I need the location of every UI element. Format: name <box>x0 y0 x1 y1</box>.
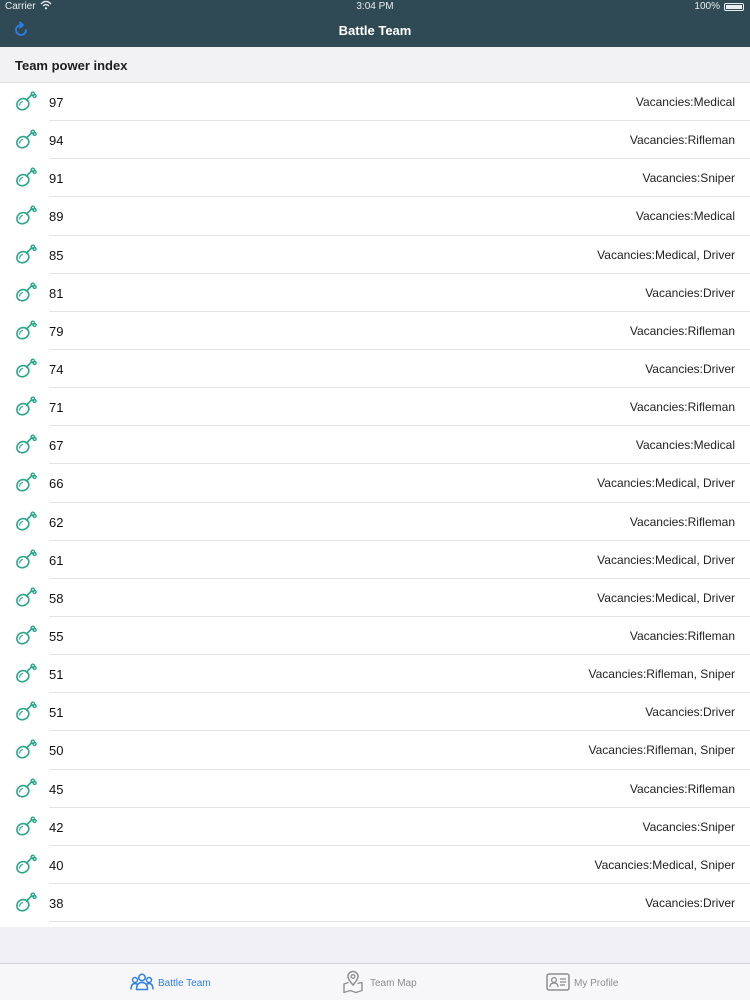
team-power-value: 79 <box>49 323 64 339</box>
team-power-value: 97 <box>49 95 64 110</box>
section-header-label: Team power index <box>15 58 128 73</box>
drumstick-icon <box>14 854 38 876</box>
drumstick-icon <box>14 282 38 304</box>
team-row[interactable] <box>0 121 750 159</box>
team-power-value: 71 <box>49 400 64 416</box>
team-row[interactable] <box>0 274 750 312</box>
map-pin-icon <box>342 970 364 994</box>
page-title: Battle Team <box>338 23 412 38</box>
team-power-value: 85 <box>49 247 64 263</box>
team-vacancy-label: Vacancies:Rifleman, Sniper <box>588 743 735 758</box>
team-vacancy-label: Vacancies:Medical <box>635 95 735 109</box>
navigation-bar <box>0 14 750 47</box>
carrier-label: Carrier <box>5 1 36 12</box>
team-vacancy-label: Vacancies:Medical, Driver <box>597 552 735 567</box>
team-row[interactable] <box>0 541 750 579</box>
team-power-value: 51 <box>49 705 64 721</box>
team-vacancy-label: Vacancies:Rifleman <box>629 628 735 643</box>
team-row[interactable] <box>0 426 750 464</box>
team-power-value: 81 <box>49 285 64 301</box>
drumstick-icon <box>14 625 38 647</box>
team-vacancy-label: Vacancies:Medical <box>635 209 735 224</box>
drumstick-icon <box>14 663 38 685</box>
drumstick-icon <box>14 892 38 914</box>
team-row[interactable] <box>0 655 750 693</box>
team-power-value: 50 <box>49 743 64 759</box>
team-vacancy-label: Vacancies:Sniper <box>642 171 735 186</box>
team-vacancy-label: Vacancies:Medical, Driver <box>597 476 735 491</box>
team-row[interactable] <box>0 159 750 197</box>
battery-percentage: 100% <box>694 1 720 12</box>
tab-my-profile[interactable] <box>546 964 646 1000</box>
team-vacancy-label: Vacancies:Rifleman <box>629 323 735 338</box>
tab-my-profile-label: My Profile <box>574 978 619 989</box>
team-vacancy-label: Vacancies:Driver <box>645 285 735 300</box>
drumstick-icon <box>14 320 38 342</box>
team-vacancy-label: Vacancies:Medical, Sniper <box>594 857 735 872</box>
team-row[interactable] <box>0 770 750 808</box>
team-list <box>0 83 750 927</box>
drumstick-icon <box>14 167 38 189</box>
section-header <box>0 47 750 83</box>
team-vacancy-label: Vacancies:Driver <box>645 895 735 910</box>
team-power-value: 51 <box>49 667 64 683</box>
team-power-value: 55 <box>49 628 64 644</box>
team-row[interactable] <box>0 83 750 121</box>
drumstick-icon <box>14 739 38 761</box>
team-vacancy-label: Vacancies:Sniper <box>642 819 735 834</box>
status-bar <box>0 0 750 14</box>
team-vacancy-label: Vacancies:Rifleman, Sniper <box>588 667 735 682</box>
status-time: 3:04 PM <box>356 1 394 12</box>
team-row[interactable] <box>0 388 750 426</box>
team-row[interactable] <box>0 884 750 922</box>
drumstick-icon <box>14 396 38 418</box>
drumstick-icon <box>14 549 38 571</box>
team-row[interactable] <box>0 617 750 655</box>
team-row[interactable] <box>0 236 750 274</box>
team-vacancy-label: Vacancies:Rifleman <box>629 781 735 796</box>
drumstick-icon <box>14 701 38 723</box>
team-row[interactable] <box>0 579 750 617</box>
team-power-value: 89 <box>49 209 64 225</box>
team-vacancy-label: Vacancies:Medical, Driver <box>597 247 735 262</box>
drumstick-icon <box>14 816 38 838</box>
team-power-value: 40 <box>49 857 64 873</box>
team-row[interactable] <box>0 350 750 388</box>
team-power-value: 67 <box>49 438 64 454</box>
battery-icon <box>724 3 744 11</box>
drumstick-icon <box>14 511 38 533</box>
team-vacancy-label: Vacancies:Rifleman <box>629 400 735 415</box>
team-vacancy-label: Vacancies:Medical <box>635 438 735 453</box>
team-power-value: 58 <box>49 590 64 606</box>
team-row[interactable] <box>0 312 750 350</box>
team-power-value: 62 <box>49 514 64 530</box>
team-row[interactable] <box>0 197 750 235</box>
team-power-value: 45 <box>49 781 64 797</box>
team-power-value: 42 <box>49 819 64 835</box>
tab-battle-team-label: Battle Team <box>158 978 211 989</box>
tab-team-map[interactable] <box>342 964 442 1000</box>
drumstick-icon <box>14 434 38 456</box>
tab-bar <box>0 963 750 1000</box>
team-row[interactable] <box>0 464 750 502</box>
tab-team-map-label: Team Map <box>370 978 417 989</box>
team-row[interactable] <box>0 693 750 731</box>
drumstick-icon <box>14 244 38 266</box>
team-power-value: 38 <box>49 895 64 911</box>
team-power-value: 94 <box>49 133 64 149</box>
drumstick-icon <box>14 472 38 494</box>
team-power-value: 74 <box>49 361 64 377</box>
team-vacancy-label: Vacancies:Rifleman <box>629 514 735 529</box>
team-vacancy-label: Vacancies:Driver <box>645 361 735 376</box>
team-power-value: 61 <box>49 552 64 568</box>
team-row[interactable] <box>0 846 750 884</box>
drumstick-icon <box>14 129 38 151</box>
team-vacancy-label: Vacancies:Medical, Driver <box>597 590 735 605</box>
drumstick-icon <box>14 587 38 609</box>
drumstick-icon <box>14 91 38 113</box>
tab-battle-team[interactable] <box>130 964 250 1000</box>
group-icon <box>130 972 154 992</box>
drumstick-icon <box>14 205 38 227</box>
team-row[interactable] <box>0 503 750 541</box>
team-vacancy-label: Vacancies:Rifleman <box>629 133 735 148</box>
team-row[interactable] <box>0 808 750 846</box>
team-power-value: 66 <box>49 476 64 492</box>
team-row[interactable] <box>0 731 750 769</box>
team-vacancy-label: Vacancies:Driver <box>645 705 735 720</box>
drumstick-icon <box>14 778 38 800</box>
team-power-value: 91 <box>49 171 64 187</box>
id-card-icon <box>546 972 570 992</box>
drumstick-icon <box>14 358 38 380</box>
